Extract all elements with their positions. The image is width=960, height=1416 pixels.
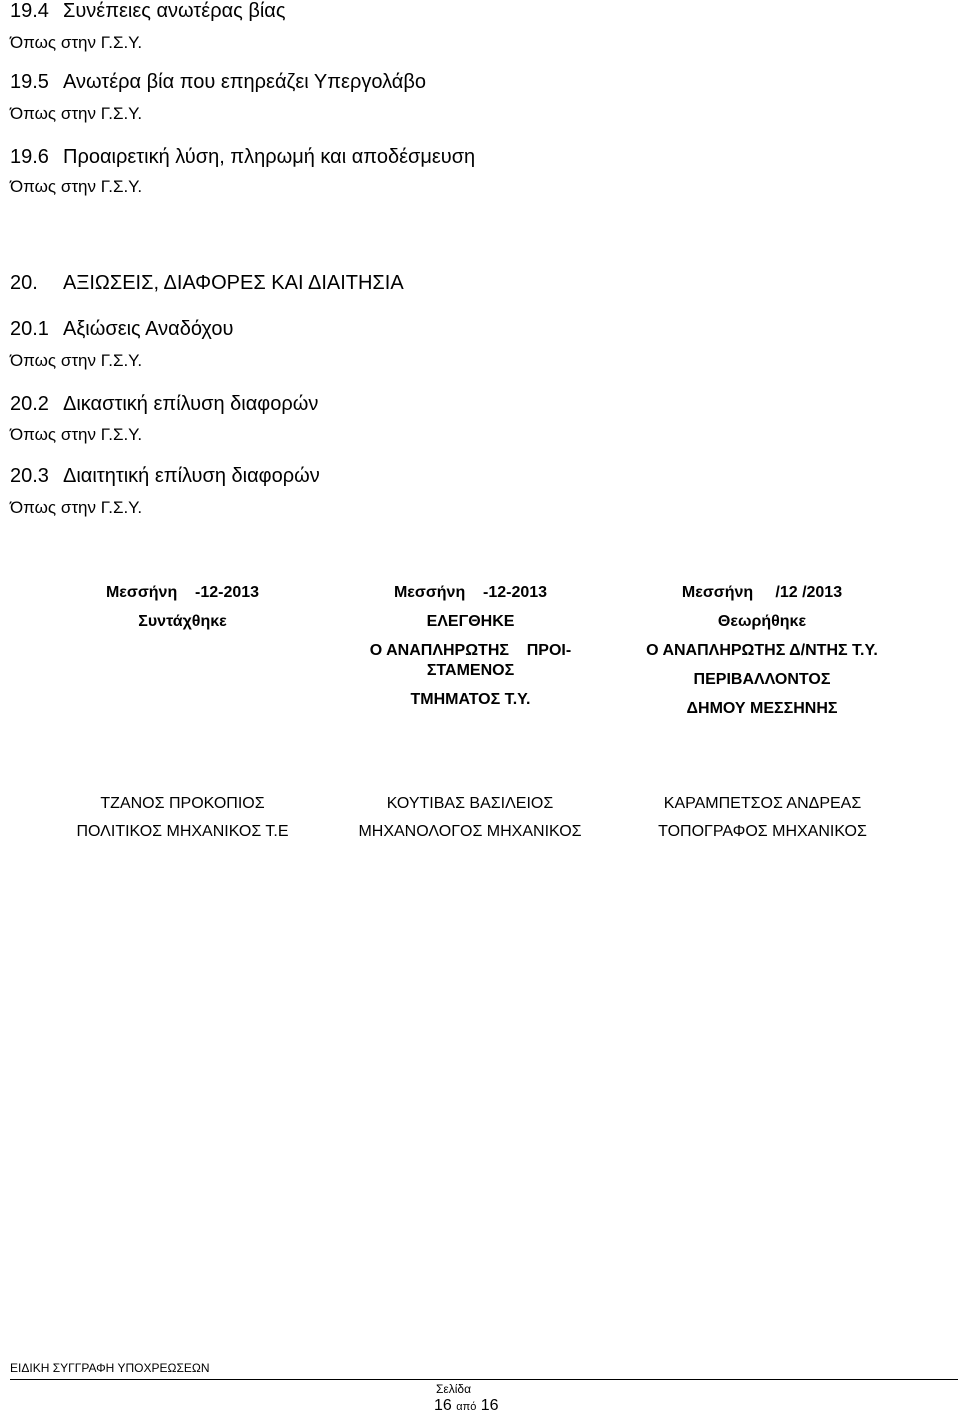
section-title: Προαιρετική λύση, πληρωμή και αποδέσμευση (63, 146, 476, 168)
signature-role-line: ΔΗΜΟΥ ΜΕΣΣΗΝΗΣ (686, 700, 838, 717)
section-body: Όπως στην Γ.Σ.Υ. (10, 177, 143, 196)
section-number: 19.4 (10, 0, 49, 22)
footer-document-name: ΕΙΔΙΚΗ ΣΥΓΓΡΑΦΗ ΥΠΟΧΡΕΩΣΕΩΝ (10, 1361, 210, 1375)
section-title: Διαιτητική επίλυση διαφορών (63, 465, 320, 487)
section-number: 20.3 (10, 465, 49, 487)
footer-divider (10, 1379, 958, 1380)
section-heading (10, 318, 233, 340)
section-title: ΑΞΙΩΣΕΙΣ, ΔΙΑΦΟΡΕΣ ΚΑΙ ΔΙΑΙΤΗΣΙΑ (63, 272, 404, 294)
section-number: 19.6 (10, 146, 49, 168)
section-title: Δικαστική επίλυση διαφορών (63, 393, 319, 415)
signatory-title: ΠΟΛΙΤΙΚΟΣ ΜΗΧΑΝΙΚΟΣ Τ.Ε (76, 823, 289, 840)
signatory-name: ΤΖΑΝΟΣ ΠΡΟΚΟΠΙΟΣ (100, 795, 265, 812)
signatory-compiler (40, 794, 325, 850)
section-body: Όπως στην Γ.Σ.Υ. (10, 498, 143, 517)
section-title: Ανωτέρα βία που επηρεάζει Υπεργολάβο (63, 71, 426, 93)
section-heading (10, 465, 320, 487)
signature-role-line: ΣΤΑΜΕΝΟΣ (426, 662, 515, 679)
section-number: 20.2 (10, 393, 49, 415)
signatory-approver (625, 794, 900, 850)
section-body: Όπως στην Γ.Σ.Υ. (10, 351, 143, 370)
section-title: Συνέπειες ανωτέρας βίας (63, 0, 286, 22)
section-heading (10, 146, 475, 168)
signature-role-line: Ο ΑΝΑΠΛΗΡΩΤΗΣ Δ/ΝΤΗΣ Τ.Υ. (646, 642, 878, 659)
signatory-title: ΜΗΧΑΝΟΛΟΓΟΣ ΜΗΧΑΝΙΚΟΣ (358, 823, 582, 840)
section-number: 20.1 (10, 318, 49, 340)
footer-page-number (434, 1397, 499, 1416)
section-body: Όπως στην Γ.Σ.Υ. (10, 104, 143, 123)
section-heading (10, 71, 426, 93)
signature-date: Μεσσήνη -12-2013 (393, 584, 548, 601)
signatory-checker (330, 794, 610, 850)
signature-block-approved (617, 583, 907, 719)
signatory-title: ΤΟΠΟΓΡΑΦΟΣ ΜΗΧΑΝΙΚΟΣ (658, 823, 867, 840)
footer-page-label: Σελίδα (436, 1382, 472, 1396)
chapter-heading (10, 272, 404, 294)
section-body: Όπως στην Γ.Σ.Υ. (10, 33, 143, 52)
signature-date: Μεσσήνη -12-2013 (105, 584, 260, 601)
signature-block-compiled (60, 583, 305, 641)
signature-action: ΕΛΕΓΘΗΚΕ (426, 613, 515, 630)
signatory-name: ΚΟΥΤΙΒΑΣ ΒΑΣΙΛΕΙΟΣ (386, 795, 554, 812)
signatory-name: ΚΑΡΑΜΠΕΤΣΟΣ ΑΝΔΡΕΑΣ (663, 795, 862, 812)
section-title: Αξιώσεις Αναδόχου (63, 318, 234, 340)
section-number: 20. (10, 272, 38, 294)
signature-action: Συντάχθηκε (138, 613, 227, 630)
signature-role-line: Ο ΑΝΑΠΛΗΡΩΤΗΣ ΠΡΟΙ- (369, 642, 572, 659)
page-total: 16 (480, 1397, 499, 1414)
signature-action: Θεωρήθηκε (717, 613, 807, 630)
signature-role-line: ΠΕΡΙΒΑΛΛΟΝΤΟΣ (693, 671, 831, 688)
signature-date: Μεσσήνη /12 /2013 (681, 584, 843, 601)
signature-role-line: ΤΜΗΜΑΤΟΣ Τ.Υ. (410, 691, 531, 708)
section-heading (10, 0, 285, 22)
page-current: 16 (434, 1397, 452, 1414)
section-number: 19.5 (10, 71, 49, 93)
page-of: από (456, 1401, 477, 1413)
section-heading (10, 393, 318, 415)
section-body: Όπως στην Γ.Σ.Υ. (10, 425, 143, 444)
signature-block-checked (348, 583, 593, 710)
